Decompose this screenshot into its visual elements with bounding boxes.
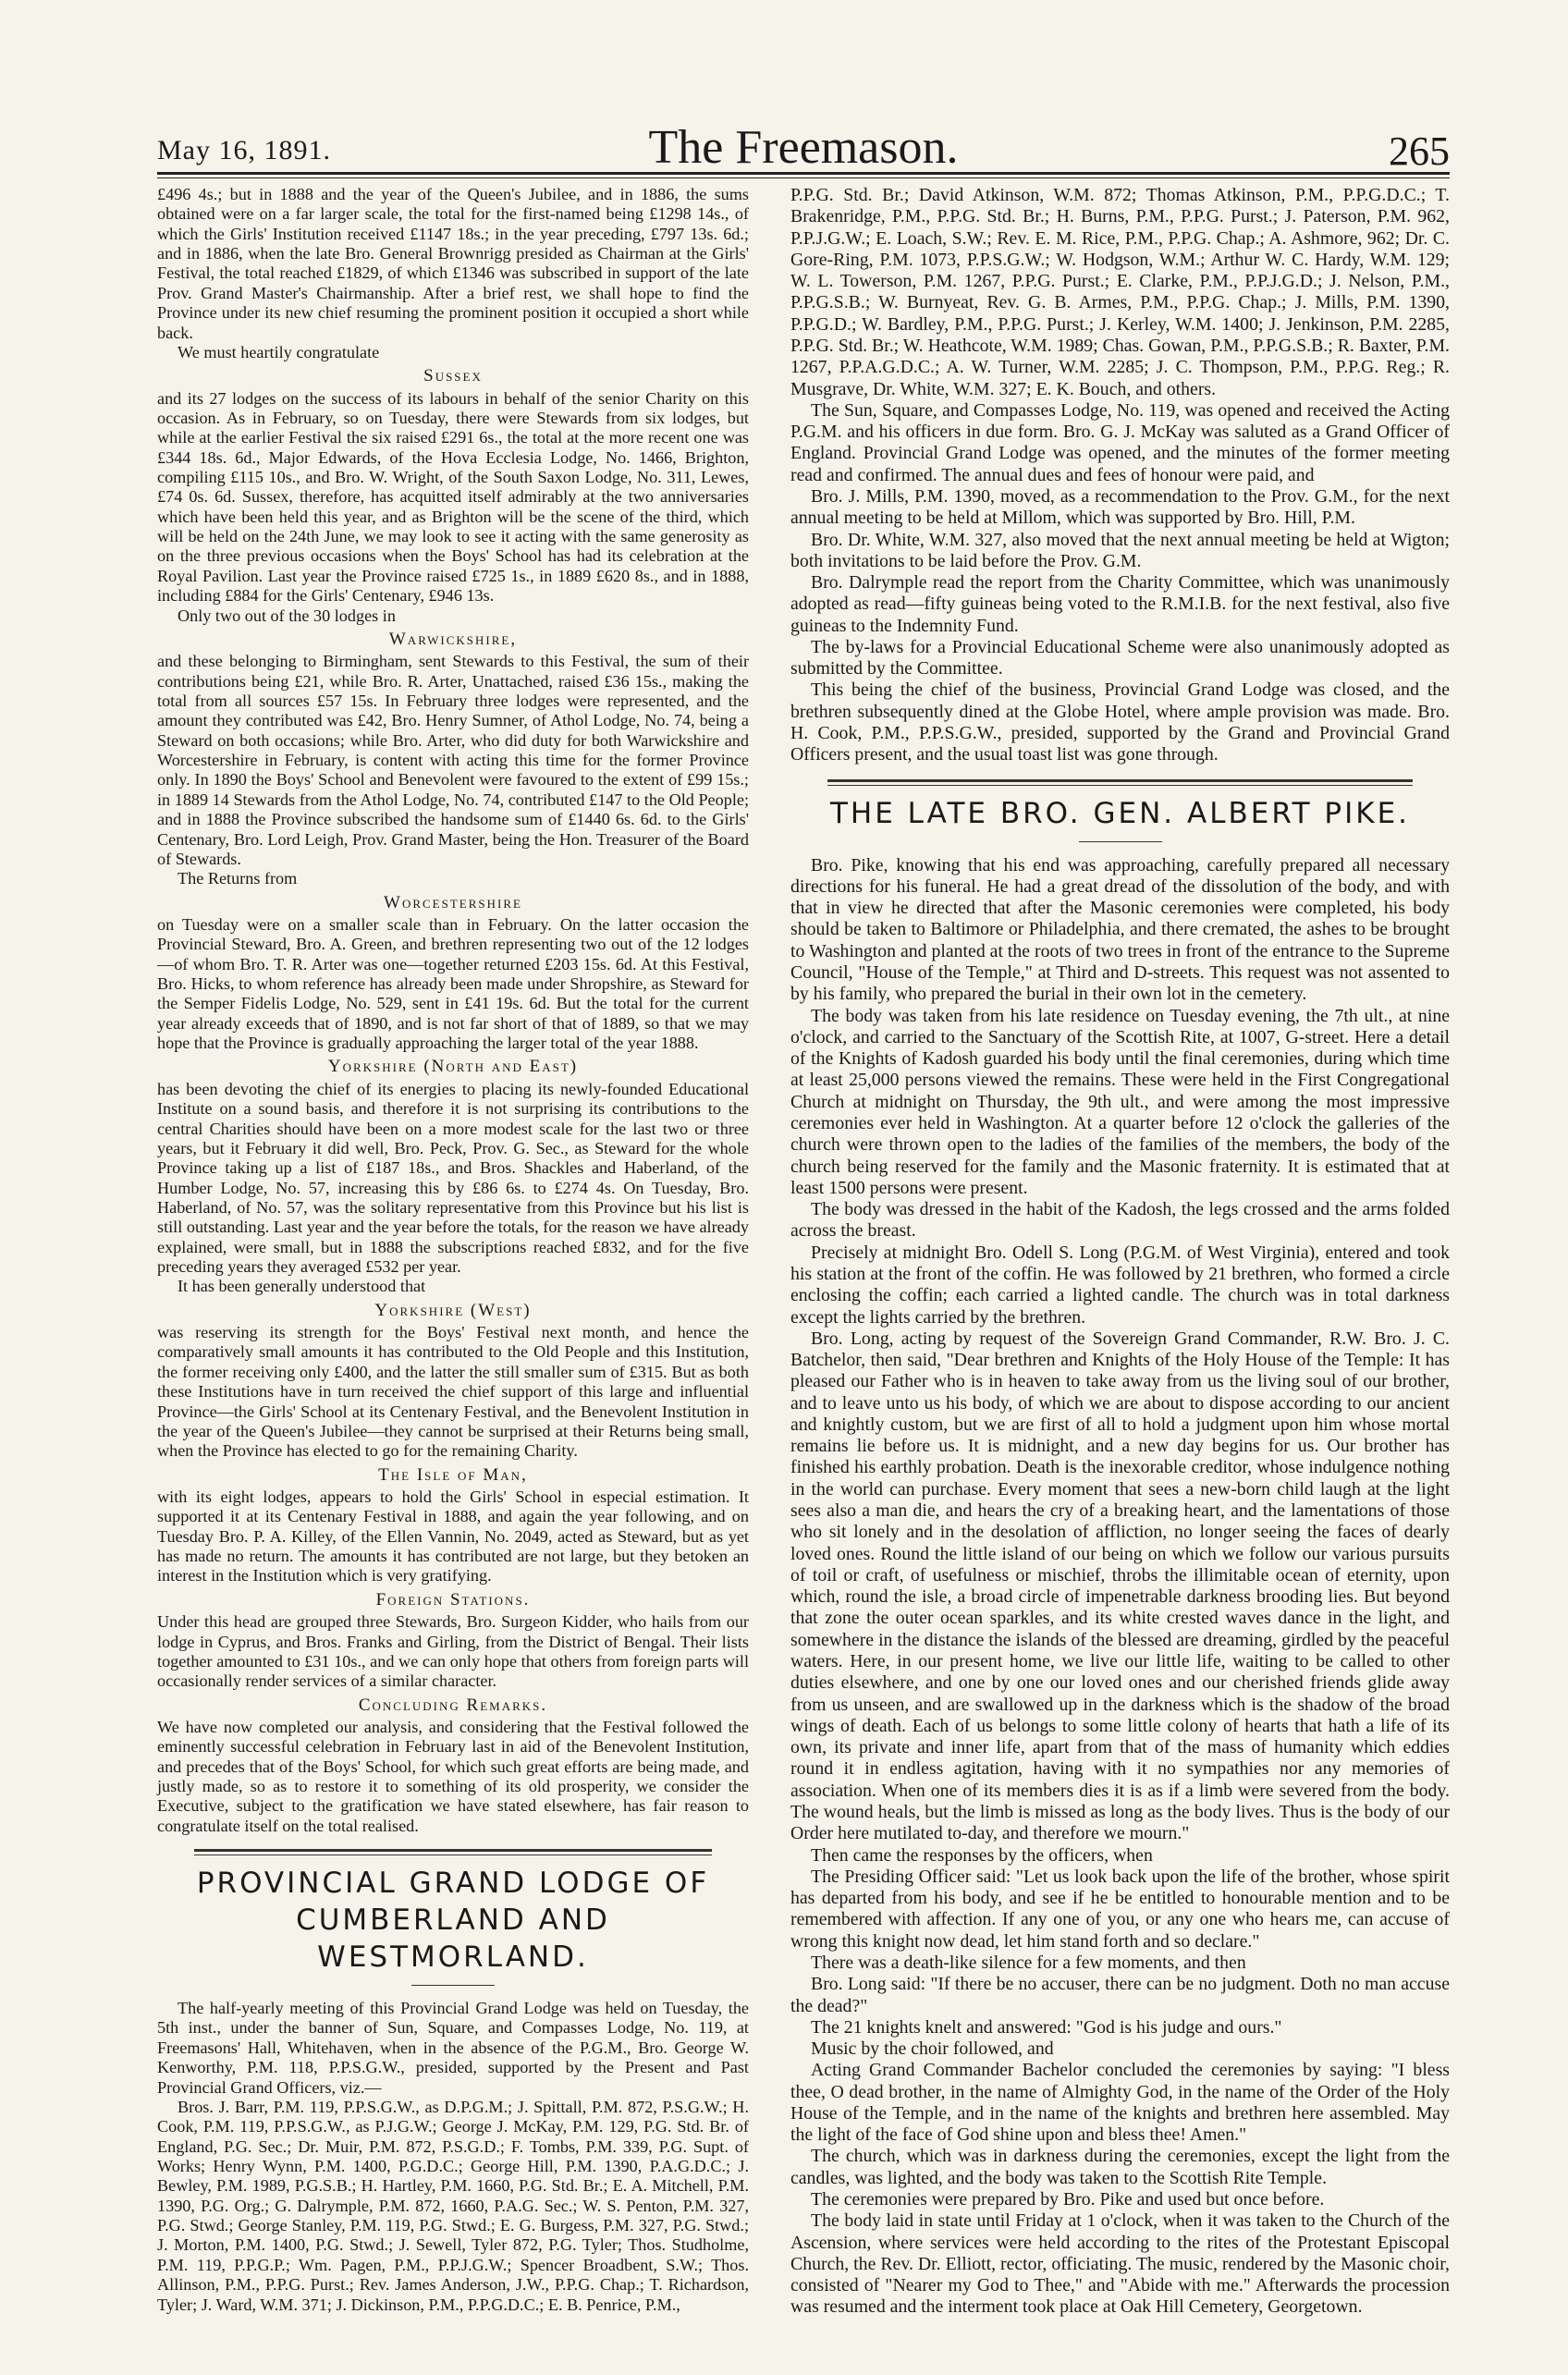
intro-paragraph: We must heartily congratulate — [178, 342, 380, 361]
headline-line: CUMBERLAND AND WESTMORLAND. — [296, 1904, 610, 1975]
article-paragraph: The Sun, Square, and Compasses Lodge, No. 119, was opened and received the Acting P.G.M. and his officers in due form. Bro. G. J. McKay was saluted as a Grand Officer of England. Provincial Grand Lodge was opened, and the minutes of the former meeting read and confirmed. The annual dues and fees of honour were paid, and — [790, 399, 1450, 485]
masthead — [157, 109, 1450, 174]
article-paragraph: Bro. Pike, knowing that his end was approaching, carefully prepared all necessary directions for his funeral. He had a great dread of the dissolution of the body, and with that in view he directed that after the Masonic ceremonies were completed, his body should be taken to Baltimore or Philadelphia, and there cremated, the ashes to be brought to Washington and planted at the roots of two trees in front of the entrance to the Supreme Council, "House of the Temple," at Third and D-streets. This request was not assented to by his family, who prepared the burial in their own lot in the cemetery. — [790, 854, 1450, 1005]
article-paragraph: Bro. Long said: "If there be no accuser, there can be no judgment. Doth no man accuse the dead?" — [790, 1974, 1450, 2016]
section-paragraph: Only two out of the 30 lodges in — [178, 606, 396, 625]
headline-rule — [194, 1849, 712, 1852]
section-paragraph: The Returns from — [178, 869, 298, 888]
article-paragraph: The body was taken from his late residence on Tuesday evening, the 7th ult., at nine o'clock, and carried to the Sanctuary of the Scottish Rite, at 1007, G-street. Here a detail of the Knights of Kadosh guarded his body until the final ceremonies, during which time at least 25,000 persons viewed the remains. These were held in the First Congregational Church at midnight on Thursday, the 9th ult., and were among the most impressive ceremonies ever held in Washington. At a quarter before 12 o'clock the galleries of the church were thrown open to the ladies of the families of the members, the body of the church being reserved for the family and the Masonic fraternity. It is estimated that at least 1500 persons were present. — [790, 1005, 1450, 1198]
headline-underline — [1079, 841, 1162, 842]
masthead-rule — [157, 172, 1450, 175]
section-heading: Warwickshire, — [388, 629, 518, 649]
article-paragraph: Music by the choir followed, and — [811, 2038, 1054, 2060]
article-paragraph: The 21 knights knelt and answered: "God is his judge and ours." — [811, 2016, 1282, 2038]
page-number: 265 — [1389, 129, 1450, 174]
section-paragraph: It has been generally understood that — [178, 1277, 426, 1296]
article-paragraph: Precisely at midnight Bro. Odell S. Long (P.G.M. of West Virginia), entered and took his station at the front of the coffin. He was followed by 21 brethren, who formed a circle enclosing the coffin; each carried a lighted candle. The church was in total darkness except the lights carried by the brethren. — [790, 1242, 1450, 1328]
section-paragraph: and its 27 lodges on the success of its labours in behalf of the senior Charity on this occasion. As in February, so on Tuesday, there were Stewards from six lodges, but while at the earlier Festival the six raised £291 6s., the total at the more recent one was £344 18s. 6d., Major Edwards, of the Hova Ecclesia Lodge, No. 1466, Brighton, compiling £115 10s., and Bro. W. Wright, of the South Saxon Lodge, No. 311, Lewes, £74 0s. 6d. Sussex, therefore, has acquitted itself admirably at the two anniversaries which have been held this year, and as Brighton will be the scene of the third, which will be held on the 24th June, we may look to see it acting with the same generosity as on the three previous occasions when the Boys' School has had its celebration at the Royal Pavilion. Last year the Province raised £725 1s., in 1889 £620 8s., and in 1888, including £884 for the Girls' Centenary, £946 13s. — [157, 388, 749, 606]
newspaper-title: The Freemason. — [648, 121, 959, 174]
article-paragraph: Acting Grand Commander Bachelor concluded the ceremonies by saying: "I bless thee, O dead brother, in the name of Almighty God, in the name of the Order of the Holy House of the Temple, and in the name of the knights and brethren here assembled. May the light of the face of God shine upon and bless thee! Amen." — [790, 2060, 1450, 2146]
article-paragraph: This being the chief of the business, Provincial Grand Lodge was closed, and the brethren subsequently dined at the Globe Hotel, where ample provision was made. Bro. H. Cook, P.M., P.P.S.G.W., presided, supported by the Grand and Provincial Grand Officers present, and the usual toast list was gone through. — [790, 679, 1450, 765]
section-heading: The Isle of Man, — [378, 1464, 528, 1485]
section-paragraph: Under this head are grouped three Stewards, Bro. Surgeon Kidder, who hails from our lodge in Cyprus, and Bros. Franks and Girling, from the District of Bengal. Their lists together amounted to £31 10s., and we can only hope that others from foreign parts will occasionally render services of a similar character. — [157, 1612, 749, 1691]
article-paragraph: The body laid in state until Friday at 1 o'clock, when it was taken to the Church of the Ascension, where services were held according to the rites of the Protestant Episcopal Church, the Rev. Dr. Elliott, rector, officiating. The music, rendered by the Masonic choir, consisted of "Nearer my God to Thee," and "Abide with me." Afterwards the procession was resumed and the interment took place at Oak Hill Cemetery, Georgetown. — [790, 2210, 1450, 2318]
article-paragraph: Bro. Dr. White, W.M. 327, also moved that the next annual meeting be held at Wigton; both invitations to be laid before the Prov. G.M. — [790, 529, 1450, 571]
left-column — [157, 185, 749, 2315]
section-paragraph: We have now completed our analysis, and considering that the Festival followed the eminently successful celebration in February last in aid of the Benevolent Institution, and precedes that of the Boys' School, for which such great efforts are being made, and justly made, so as to restore it to something of its old prosperity, we consider the Executive, subject to the gratification we have stated elsewhere, has fair reason to congratulate itself on the total realised. — [157, 1717, 749, 1835]
headline-rule-thin — [827, 785, 1413, 786]
headline-rule — [827, 779, 1413, 782]
article-paragraph: Bro. Long, acting by request of the Sovereign Grand Commander, R.W. Bro. J. C. Batchelor, then said, "Dear brethren and Knights of the Holy House of the Temple: It has pleased our Father who is in heaven to take away from us the living soul of our brother, and to leave unto us his body, of which we are about to dispose according to our ancient and knightly custom, but we are first of all to hold a judgment upon him whose mortal remains lie before us. It is midnight, and a new day begins for us. Our brother has finished his earthly probation. Death is the inexorable creditor, whose indulgence nothing in the world can purchase. Every moment that sees a new-born child laugh at the light sees also a man die, and hears the cry of a breaking heart, and the lamentations of those who sit lonely and in the desolation of affliction, no longer seeing the faces of dearly loved ones. Round the little island of our being on which we follow our various pursuits of toil or craft, of usefulness or mischief, throbs the illimitable ocean of eternity, upon which, round the isle, a broad circle of impenetrable darkness brooding lies. But beyond that zone the outer ocean sparkles, and its white crested waves dance in the light, and somewhere in the distance the islands of the blessed are dreaming, girdled by the peaceful waters. Here, in our present home, we live our little life, waiting to be called to other duties elsewhere, and one by one our loved ones and our cherished friends glide away from us unseen, and are swallowed up in the darkness which is the shadow of the broad wings of death. Each of us belongs to some little colony of hearts that hath a life of its own, its private and inner life, apart from that of the mass of humanity which eddies round it in endless agitation, having with it no sympathies nor any memories of association. When one of its members dies it is as if a limb were severed from the body. The wound heals, but the limb is missed as long as the body lives. Thus is the body of our Order here mutilated to-day, and therefore we mourn." — [790, 1328, 1450, 1844]
headline-underline — [411, 1985, 495, 1986]
intro-paragraph: £496 4s.; but in 1888 and the year of the Queen's Jubilee, and in 1886, the sums obtained were on a far larger scale, the total for the first-named being £1298 14s., of which the Girls' Institution received £1147 18s.; in the year preceding, £797 13s. 6d.; and in 1886, when the late Bro. General Brownrigg presided as Chairman at the Girls' Festival, the total reached £1829, of which £1346 was subscribed in support of the late Prov. Grand Master's Chairmanship. After a brief rest, we shall hope to find the Province under its new chief resuming the prominent position it occupied a short while back. — [157, 185, 749, 342]
article-paragraph: There was a death-like silence for a few moments, and then — [811, 1952, 1246, 1973]
section-paragraph: has been devoting the chief of its energies to placing its newly-founded Educational Institute on a sound basis, and therefore it is not surprising its contributions to the central Charities should have been on a more modest scale for the last two or three years, but it February it did well, Bro. Peck, Prov. G. Sec., as Steward for the whole Province taking up a list of £187 18s., and Bros. Shackles and Haberland, of the Humber Lodge, No. 57, increasing this by £86 6s. to £274 4s. On Tuesday, Bro. Haberland, of No. 57, was the solitary representative from this Province but his list is still outstanding. Last year and the year before the totals, for the reason we have already explained, were small, but in 1888 the subscriptions reached £832, and for the five preceding years they averaged £532 per year. — [157, 1079, 749, 1277]
section-paragraph: on Tuesday were on a smaller scale than in February. On the latter occasion the Provincial Steward, Bro. A. Green, and brethren representing two out of the 12 lodges—of whom Bro. T. R. Arter was one—together returned £203 15s. 6d. At this Festival, Bro. Hicks, to whom reference has already been made under Shropshire, as Steward for the Semper Fidelis Lodge, No. 529, sent in £41 19s. 6d. But the total for the current year already exceeds that of 1890, and is not far short of that of 1889, so that we may hope that the Province is gradually approaching the larger total of the year 1888. — [157, 914, 749, 1053]
section-heading: Yorkshire (West) — [374, 1300, 532, 1320]
article-paragraph: Bros. J. Barr, P.M. 119, P.P.S.G.W., as D.P.G.M.; J. Spittall, P.M. 872, P.S.G.W.; H. Cook, P.M. 119, P.P.S.G.W., as P.J.G.W.; George J. McKay, P.M. 129, P.G. Std. Br. of England, P.G. Sec.; Dr. Muir, P.M. 872, P.S.G.D.; F. Tombs, P.M. 339, P.G. Supt. of Works; Henry Wynn, P.M. 1400, P.G.D.C.; George Hill, P.M. 1390, P.A.G.D.C.; J. Bewley, P.M. 1989, P.G.S.B.; H. Hartley, P.M. 1660, P.G. Std. Br.; E. A. Mitchell, P.M. 1390, P.G. Org.; G. Dalrymple, P.M. 872, 1660, P.A.G. Sec.; W. S. Penton, P.M. 327, P.G. Stwd.; George Stanley, P.M. 119, P.G. Stwd.; E. G. Burgess, P.M. 327, P.G. Stwd.; J. Morton, P.M. 1400, P.G. Stwd.; J. Sewell, Tyler 872, P.G. Tyler; Thos. Studholme, P.M. 119, P.P.G.P.; Wm. Pagen, P.M., P.P.J.G.W.; Spencer Broadbent, S.W.; Thos. Allinson, P.M., P.P.G. Purst.; Rev. James Anderson, J.W., P.P.G. Chap.; T. Richardson, Tyler; J. Ward, W.M. 371; J. Dickinson, P.M., P.P.G.D.C.; E. B. Penrice, P.M., — [157, 2097, 749, 2314]
article-paragraph: The body was dressed in the habit of the Kadosh, the legs crossed and the arms folded across the breast. — [790, 1199, 1450, 1242]
section-paragraph: was reserving its strength for the Boys' Festival next month, and hence the comparatively small amounts it has contributed to the Old People and this Institution, the former receiving only £400, and the latter the still smaller sum of £315. But as both these Institutions have in turn received the chief support of this large and influential Province—the Girls' School at its Centenary Festival, and the Benevolent Institution in the year of the Queen's Jubilee—they cannot be surprised at their Returns being small, when the Province has elected to go for the remaining Charity. — [157, 1323, 749, 1461]
section-paragraph: and these belonging to Birmingham, sent Stewards to this Festival, the sum of their contributions being £21, while Bro. R. Arter, Unattached, raised £36 15s., making the total from all sources £57 15s. In February three lodges were represented, and the amount they contributed was £42, Bro. Henry Sumner, of Athol Lodge, No. 74, being a Steward on both occasions; while Bro. Arter, who did duty for both Warwickshire and Worcestershire in February, is content with acting this time for the former Province only. In 1890 the Boys' School and Benevolent were favoured to the extent of £99 15s.; in 1889 14 Stewards from the Athol Lodge, No. 74, contributed £147 to the Old People; and in 1888 the Province subscribed the handsome sum of £1440 6s. 6d. to the Girls' Centenary, Bro. Lord Leigh, Prov. Grand Master, being the Hon. Treasurer of the Board of Stewards. — [157, 652, 749, 868]
section-heading: Yorkshire (North and East) — [327, 1057, 579, 1077]
article-paragraph: The half-yearly meeting of this Provincial Grand Lodge was held on Tuesday, the 5th inst., under the banner of Sun, Square, and Compasses Lodge, No. 119, at Freemasons' Hall, Whitehaven, when in the absence of the P.G.M., Bro. George W. Kenworthy, P.M. 118, P.P.S.G.W., presided, supported by the Present and Past Provincial Grand Officers, viz.— — [157, 1999, 749, 2097]
article-paragraph: P.P.G. Std. Br.; David Atkinson, W.M. 872; Thomas Atkinson, P.M., P.P.G.D.C.; T. Brakenridge, P.M., P.P.G. Std. Br.; H. Burns, P.M., P.P.G. Purst.; J. Paterson, P.M. 962, P.P.J.G.W.; E. Loach, S.W.; Rev. E. M. Rice, P.M., P.P.G. Chap.; A. Ashmore, 962; Dr. C. Gore-Ring, P.M. 1073, P.P.S.G.W.; W. Hodgson, W.M.; Arthur W. C. Hardy, W.M. 129; W. L. Towerson, P.M. 1267, P.P.G. Purst.; E. Clarke, P.M., P.P.J.G.D.; J. Nelson, P.M., P.P.G.S.B.; W. Burnyeat, Rev. G. B. Armes, P.M., P.P.G. Chap.; J. Mills, P.M. 1390, P.P.G.D.; W. Bardley, P.M., P.P.G. Purst.; J. Kerley, W.M. 1400; J. Jenkinson, P.M. 2285, P.P.G. Std. Br.; W. Heathcote, W.M. 1989; Chas. Gowan, P.M., P.P.G.S.B.; R. Baxter, P.M. 1267, P.P.A.G.D.C.; A. W. Turner, W.M. 2285; J. C. Thompson, P.M., P.P.G. Reg.; R. Musgrave, Dr. White, W.M. 327; E. K. Bouch, and others. — [790, 185, 1450, 399]
article-paragraph: The by-laws for a Provincial Educational Scheme were also unanimously adopted as submitted by the Committee. — [790, 636, 1450, 679]
article-paragraph: The Presiding Officer said: "Let us look back upon the life of the brother, whose spirit has departed from his body, and see if he be entitled to honourable mention and to be remembered with affection. If any one of you, or any one who hears me, can accuse of wrong this knight now dead, let him stand forth and so declare." — [790, 1866, 1450, 1952]
issue-date: May 16, 1891. — [157, 135, 331, 165]
section-heading: Worcestershire — [384, 892, 522, 912]
headline-line: PROVINCIAL GRAND LODGE OF — [196, 1867, 710, 1901]
article-paragraph: The church, which was in darkness during the ceremonies, except the light from the candles, was lighted, and the body was taken to the Scottish Rite Temple. — [790, 2146, 1450, 2188]
article-headline — [157, 1865, 749, 1976]
section-heading: Sussex — [423, 366, 483, 386]
article-paragraph: Then came the responses by the officers, when — [811, 1844, 1153, 1866]
section-paragraph: with its eight lodges, appears to hold the Girls' School in especial estimation. It supported it at its Centenary Festival in 1888, and again the year following, and on Tuesday Bro. P. A. Killey, of the Ellen Vannin, No. 2049, acted as Steward, but as yet has made no return. The amounts it has contributed are not large, but they betoken an interest in the Institution which is very gratifying. — [157, 1487, 749, 1585]
article-paragraph: The ceremonies were prepared by Bro. Pike and used but once before. — [811, 2189, 1325, 2210]
article-paragraph: Bro. Dalrymple read the report from the Charity Committee, which was unanimously adopted as read—fifty guineas being voted to the R.M.I.B. for the next festival, also five guineas to the Indemnity Fund. — [790, 572, 1450, 636]
right-column — [790, 185, 1450, 2319]
article-headline: THE LATE BRO. GEN. ALBERT PIKE. — [829, 796, 1411, 830]
section-heading: Foreign Stations. — [375, 1589, 531, 1610]
article-paragraph: Bro. J. Mills, P.M. 1390, moved, as a recommendation to the Prov. G.M., for the next annual meeting to be held at Millom, which was supported by Bro. Hill, P.M. — [790, 485, 1450, 529]
section-heading: Concluding Remarks. — [358, 1695, 548, 1715]
